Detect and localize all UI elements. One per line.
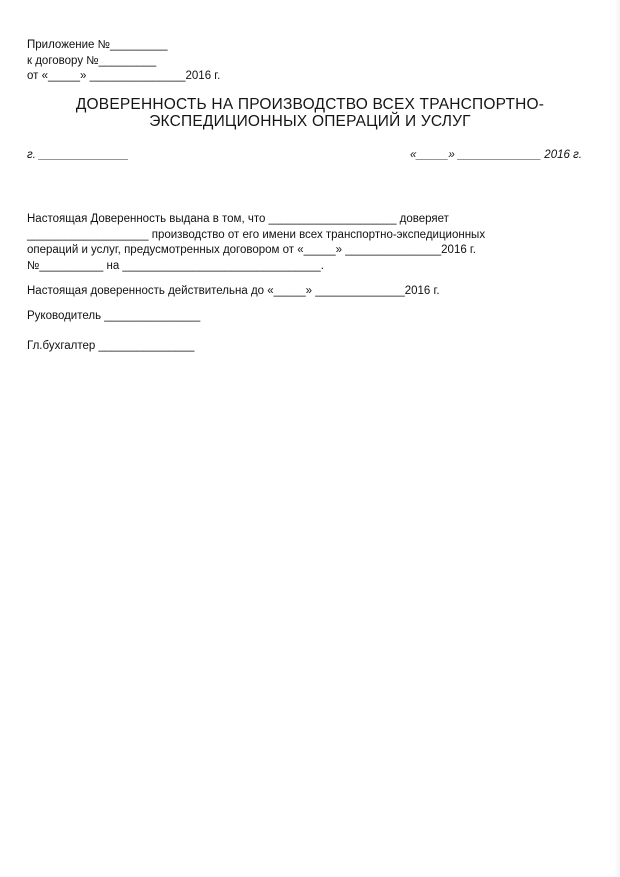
appendix-number-line: Приложение №_________ (27, 39, 168, 51)
body-paragraph1-line2: ___________________ производство от его имени всех транспортно-экспедиционных (27, 229, 486, 241)
contract-date-line: от «_____» _______________2016 г. (27, 70, 221, 82)
body-paragraph1-line3: операций и услуг, предусмотренных договором от «_____» _______________2016 г. (27, 244, 476, 256)
document-title-line2: ЭКСПЕДИЦИОННЫХ ОПЕРАЦИЙ И УСЛУГ (149, 113, 471, 130)
body-paragraph1-line1: Настоящая Доверенность выдана в том, что ____________________ доверяет (27, 213, 449, 225)
validity-line: Настоящая доверенность действительна до «_____» ______________2016 г. (27, 285, 440, 297)
page-edge (614, 0, 620, 877)
director-signature-line: Руководитель _______________ (27, 310, 201, 322)
city-line: г. ______________ (27, 149, 129, 161)
accountant-signature-line: Гл.бухгалтер _______________ (27, 340, 195, 352)
document-title-line1: ДОВЕРЕННОСТЬ НА ПРОИЗВОДСТВО ВСЕХ ТРАНСПОРТНО- (75, 96, 545, 113)
contract-number-line: к договору №_________ (27, 55, 157, 67)
issue-date-line: «_____» _____________ 2016 г. (410, 149, 582, 161)
body-paragraph1-line4: №__________ на _______________________________. (27, 260, 324, 272)
